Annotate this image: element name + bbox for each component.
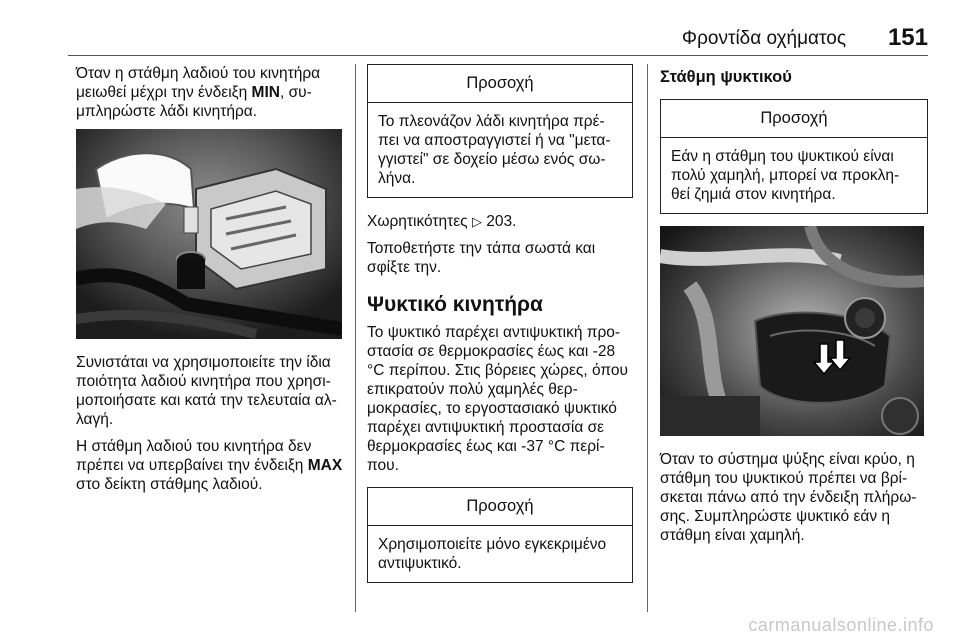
coolant-reservoir-illustration bbox=[660, 226, 924, 436]
oil-quality-paragraph: Συνιστάται να χρησιμοποιείτε την ίδια ποιότητα λαδιού κινητήρα που χρησι- μοποιήσατε και κατά την τελευταία αλ- λαγή. bbox=[76, 354, 337, 428]
oil-refill-illustration bbox=[76, 129, 342, 339]
column-divider-1 bbox=[355, 64, 356, 612]
column-2 bbox=[367, 64, 633, 595]
notice-title: Προσοχή bbox=[661, 100, 927, 138]
max-mark-label: MAX bbox=[307, 457, 343, 474]
notice-body: Εάν η στάθμη του ψυκτικού είναι πολύ χαμηλή, μπορεί να προκλη- θεί ζημιά στον κινητήρα. bbox=[671, 148, 900, 203]
watermark: carmanualsonline.info bbox=[748, 615, 934, 635]
notice-box-antifreeze bbox=[367, 487, 633, 583]
coolant-cold-paragraph: Όταν το σύστημα ψύξης είναι κρύο, η στάθμη του ψυκτικού πρέπει να βρί- σκεται πάνω από την ένδειξη πλήρω- σης. Συμπληρώστε ψυκτικό εάν η στάθμη είναι χαμηλή. bbox=[660, 451, 917, 544]
page-reference-icon: ▷ bbox=[471, 214, 482, 229]
cap-instruction: Τοποθετήστε την τάπα σωστά και σφίξτε την. bbox=[367, 240, 596, 276]
page-header bbox=[68, 22, 928, 52]
notice-body: Το πλεονάζον λάδι κινητήρα πρέ- πει να αποστραγγιστεί ή να "μετα- γγιστεί" σε δοχείο μέσω ενός σω- λήνα. bbox=[378, 113, 611, 187]
page-number: 151 bbox=[887, 24, 928, 51]
min-mark-label: MIN bbox=[251, 84, 280, 101]
header-rule bbox=[68, 55, 928, 56]
coolant-section-heading: Ψυκτικό κινητήρα bbox=[367, 293, 543, 316]
capacities-reference: Χωρητικότητες ▷ 203. bbox=[367, 213, 517, 230]
column-3 bbox=[660, 64, 928, 553]
notice-title: Προσοχή bbox=[368, 65, 632, 103]
column-divider-2 bbox=[647, 64, 648, 612]
notice-title: Προσοχή bbox=[368, 488, 632, 526]
section-title: Φροντίδα οχήματος bbox=[681, 28, 846, 49]
coolant-level-heading: Στάθμη ψυκτικού bbox=[660, 68, 792, 86]
notice-box-coolant-low bbox=[660, 99, 928, 214]
column-1 bbox=[76, 64, 346, 502]
notice-box-excess-oil bbox=[367, 64, 633, 198]
coolant-paragraph: Το ψυκτικό παρέχει αντιψυκτική προ- στασία σε θερμοκρασίες έως και -28 °C περίπου. Στις βόρειες χώρες, όπου επικρατούν πολύ χαμηλές θερ- μοκρασίες, το εργοστασιακό ψυκτικό παρέχει αντιψυκτική προστασία σε θερμοκρασίες έως και -37 °C περί- που. bbox=[367, 324, 628, 474]
oil-max-paragraph: Η στάθμη λαδιού του κινητήρα δεν πρέπει να υπερβαίνει την ένδειξη MAX στο δείκτη στάθμης λαδιού. bbox=[76, 438, 343, 493]
notice-body: Χρησιμοποιείτε μόνο εγκεκριμένο αντιψυκτικό. bbox=[378, 536, 607, 572]
oil-topup-paragraph: Όταν η στάθμη λαδιού του κινητήρα μειωθεί μέχρι την ένδειξη MIN, συ- μπληρώστε λάδι κινητήρα. bbox=[76, 65, 321, 120]
